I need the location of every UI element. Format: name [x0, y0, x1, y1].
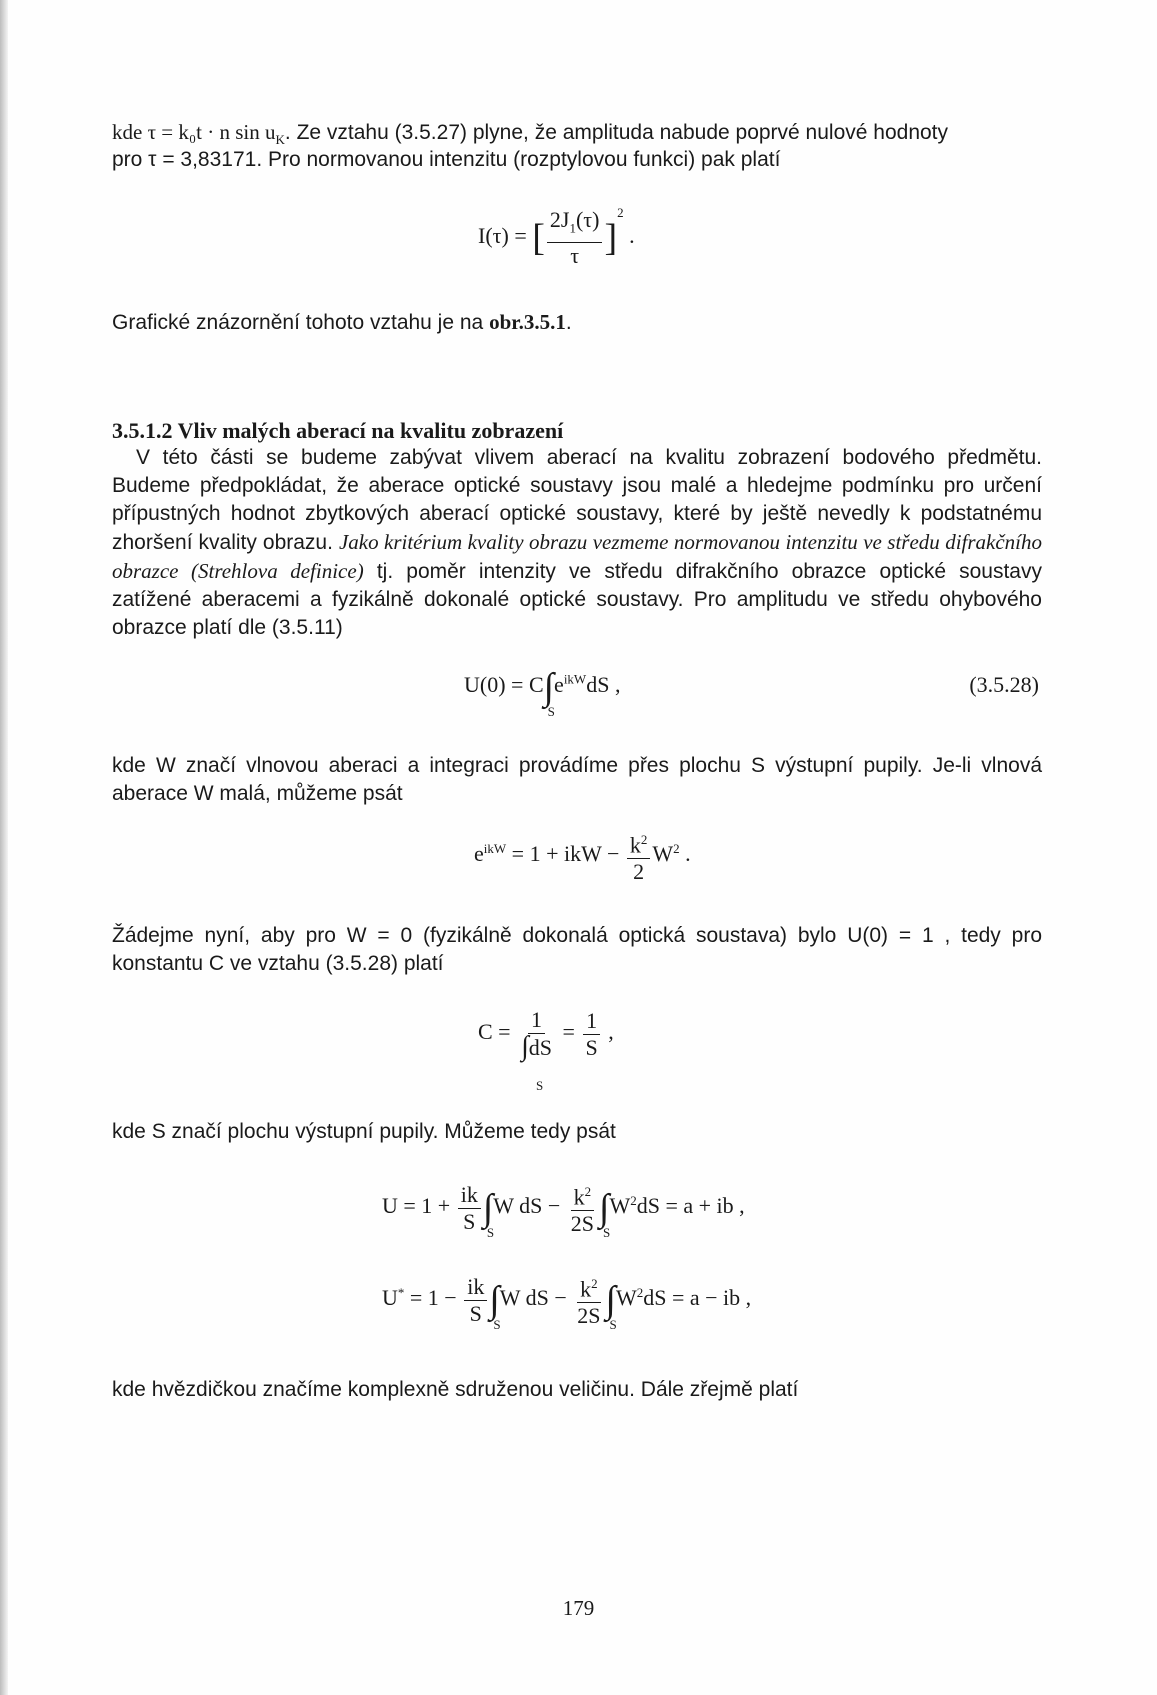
text-run: Grafické znázornění tohoto vztahu je na	[112, 311, 490, 334]
equation-u-conjugate: U* = 1 − $\frac{ik}{S}$ ∫ S W dS − $\frac{k^2}{2S}$ ∫ S $W^2dS = a$ − ib ,	[382, 1273, 752, 1333]
page-number: 179	[562, 1596, 595, 1620]
figure-reference: obr.3.5.1	[489, 310, 566, 334]
paragraph-intro-line1: kde τ = k₀t · n $\sin u_K$. Ze vztahu (3.5.27) plyne, že amplituda nabude poprvé nulové hodnoty	[112, 120, 949, 148]
text-run: V této části se budeme zabývat vlivem aberací na kvalitu zobrazení bodového předmětu. Budeme předpokládat, že aberace optické soustavy jsou malé a hledejme podmínku pro určení přípustných hodnot zbytkových aberací optické soustavy, které by ještě nevedly k podstatnému zhoršení kvality obrazu.	[112, 446, 1042, 554]
paragraph-exit-pupil: kde S značí plochu výstupní pupily. Můžeme tedy psát	[112, 1120, 616, 1143]
scan-edge	[0, 0, 8, 1695]
italic-definition: Jako kritérium kvality obrazu vezmeme normovanou intenzitu ve středu difrakčního obrazce (Strehlova definice)	[112, 530, 1043, 583]
paragraph-conjugate: kde hvězdičkou značíme komplexně sdruženou veličinu. Dále zřejmě platí	[112, 1378, 799, 1401]
text-run: tj. poměr intenzity ve středu difrakčního obrazce optické soustavy zatížené aberacemi a fyzikálně dokonalé optické soustavy. Pro amplitudu ve středu ohybového obrazce platí dle (3.5.11)	[112, 560, 1042, 639]
paragraph-figure-ref: Grafické znázornění tohoto vztahu je na obr.3.5.1.	[112, 310, 572, 334]
paragraph-normalization: Žádejme nyní, aby pro W = 0 (fyzikálně dokonalá optická soustava) bylo U(0) = 1 , tedy pro konstantu C ve vztahu (3.5.28) platí	[112, 924, 1042, 975]
paragraph-intro-line2: pro τ = 3,83171. Pro normovanou intenzitu (rozptylovou funkci) pak platí	[112, 148, 781, 171]
text-run: . Ze vztahu (3.5.27) plyne, že amplituda nabude poprvé nulové hodnoty	[284, 121, 949, 144]
equation-constant-c: C = $\frac{1}{\int dS}$ = $\frac{1}{S}$ , S	[478, 1007, 614, 1093]
equation-u: U = 1 + $\frac{ik}{S}$ ∫ S W dS − $\frac{k^2}{2S}$ ∫ S $W^2dS = a$ + ib ,	[382, 1181, 745, 1241]
paragraph-small-aberration: kde W značí vlnovou aberaci a integraci provádíme přes plochu S výstupní pupily. Je-li vlnová aberace W malá, můžeme psát	[112, 754, 1042, 805]
paragraph-criterion	[112, 444, 1042, 642]
section-heading: 3.5.1.2 Vliv malých aberací na kvalitu zobrazení	[112, 418, 564, 443]
math-inline-tau: kde τ = k₀t · n sin u	[112, 120, 276, 144]
equation-expansion: $e^{ikW} = 1$ + ikW − $\frac{k^2}{2}$ $W^2$ .	[474, 828, 691, 884]
equation-amplitude-center: U(0) = C∫ S $e^{ikW}dS$ ,	[464, 666, 621, 719]
equation-number: (3.5.28)	[969, 672, 1039, 697]
equation-intensity: I(τ) = [ $\frac{2J_1(\tau)}{\tau}$ ]$^2$ .	[478, 205, 635, 268]
